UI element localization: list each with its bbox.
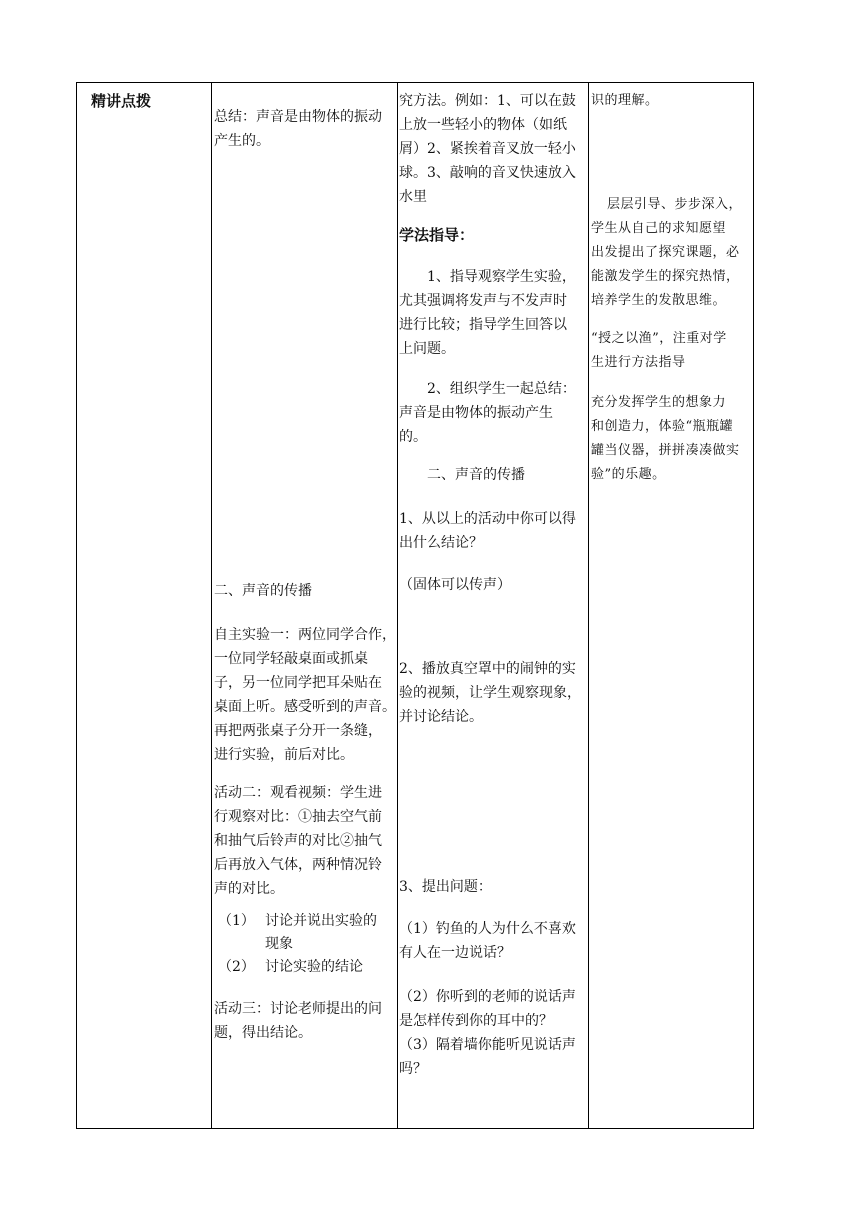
question-line: 验的视频，让学生观察现象，	[399, 685, 581, 701]
intent-line: 和创造力，体验“瓶瓶罐	[591, 419, 734, 434]
intent-line: 充分发挥学生的想象力	[591, 395, 727, 410]
question-line: 2、播放真空罩中的闹钟的实	[399, 661, 576, 677]
intent-line: 出发提出了探究课题，必	[591, 245, 740, 260]
question-line: （2）你听到的老师的说话声	[399, 989, 576, 1005]
intent-line: 能激发学生的探究热情，	[591, 269, 740, 284]
intent-line: 学生从自己的求知愿望	[591, 221, 727, 236]
intent-line: 生进行方法指导	[591, 355, 686, 370]
method-line: 球。3、敲响的音叉快速放入	[399, 165, 576, 181]
summary-line: 产生的。	[214, 133, 270, 149]
experiment-line: 桌面上听。感受听到的声音。	[214, 699, 396, 715]
activity-line: 活动二：观看视频：学生进	[214, 785, 382, 801]
summary-line: 总结：声音是由物体的振动	[214, 109, 382, 125]
activity-line: 行观察对比：①抽去空气前	[214, 809, 382, 825]
question-line: 有人在一边说话？	[399, 945, 511, 961]
guide-line: 进行比较；指导学生回答以	[399, 317, 567, 333]
design-intent-cell	[589, 83, 754, 1128]
answer-line: （固体可以传声）	[399, 577, 511, 593]
method-line: 究方法。例如：1、可以在鼓	[399, 93, 576, 109]
question-line: （1）钓鱼的人为什么不喜欢	[399, 921, 576, 937]
question-line: 吗？	[399, 1061, 427, 1077]
experiment-line: 再把两张桌子分开一条缝，	[214, 723, 382, 739]
lesson-plan-table	[76, 82, 754, 1129]
method-line: 水里	[399, 189, 427, 205]
guide-line: 的。	[399, 429, 427, 445]
intent-line: “授之以渔”，注重对学	[591, 331, 727, 346]
list-text: 讨论实验的结论	[265, 959, 363, 975]
teacher-guidance-cell	[398, 83, 588, 1128]
activity-line: 声的对比。	[214, 881, 284, 897]
question-line: 1、从以上的活动中你可以得	[399, 511, 576, 527]
list-number: （2）	[218, 959, 255, 975]
activity-line: 活动三：讨论老师提出的问	[214, 1001, 382, 1017]
question-line: 并讨论结论。	[399, 709, 483, 725]
question-line: 出什么结论？	[399, 535, 483, 551]
experiment-line: 进行实验，前后对比。	[214, 747, 354, 763]
student-activity-cell	[212, 83, 397, 1128]
section-label-cell	[77, 83, 211, 1128]
question-title: 3、提出问题：	[399, 879, 492, 895]
section-heading: 二、声音的传播	[214, 583, 312, 599]
guide-line: 1、指导观察学生实验，	[427, 269, 576, 285]
list-text: 现象	[265, 936, 293, 952]
section-heading: 二、声音的传播	[427, 467, 525, 483]
section-label: 精讲点拨	[91, 92, 152, 110]
activity-line: 题，得出结论。	[214, 1025, 312, 1041]
intent-line: 培养学生的发散思维。	[591, 293, 727, 308]
guide-line: 尤其强调将发声与不发声时	[399, 293, 567, 309]
method-line: 上放一些轻小的物体（如纸	[399, 117, 567, 133]
guide-line: 2、组织学生一起总结：	[427, 381, 576, 397]
question-line: 是怎样传到你的耳中的？	[399, 1013, 553, 1029]
experiment-line: 子，另一位同学把耳朵贴在	[214, 675, 382, 691]
intent-line: 验”的乐趣。	[591, 467, 666, 482]
guide-line: 上问题。	[399, 341, 455, 357]
intent-line: 识的理解。	[591, 93, 659, 108]
question-line: （3）隔着墙你能听见说话声	[399, 1037, 576, 1053]
intent-line: 层层引导、步步深入，	[607, 197, 743, 212]
activity-line: 和抽气后铃声的对比②抽气	[214, 833, 382, 849]
experiment-line: 自主实验一：两位同学合作，	[214, 627, 396, 643]
guidance-title: 学法指导：	[399, 226, 475, 244]
experiment-line: 一位同学轻敲桌面或抓桌	[214, 651, 368, 667]
guide-line: 声音是由物体的振动产生	[399, 405, 553, 421]
activity-line: 后再放入气体，两种情况铃	[214, 857, 382, 873]
list-number: （1）	[218, 913, 255, 929]
intent-line: 罐当仪器，拼拼凑凑做实	[591, 443, 740, 458]
method-line: 屑）2、紧挨着音叉放一轻小	[399, 141, 576, 157]
list-text: 讨论并说出实验的	[265, 913, 377, 929]
